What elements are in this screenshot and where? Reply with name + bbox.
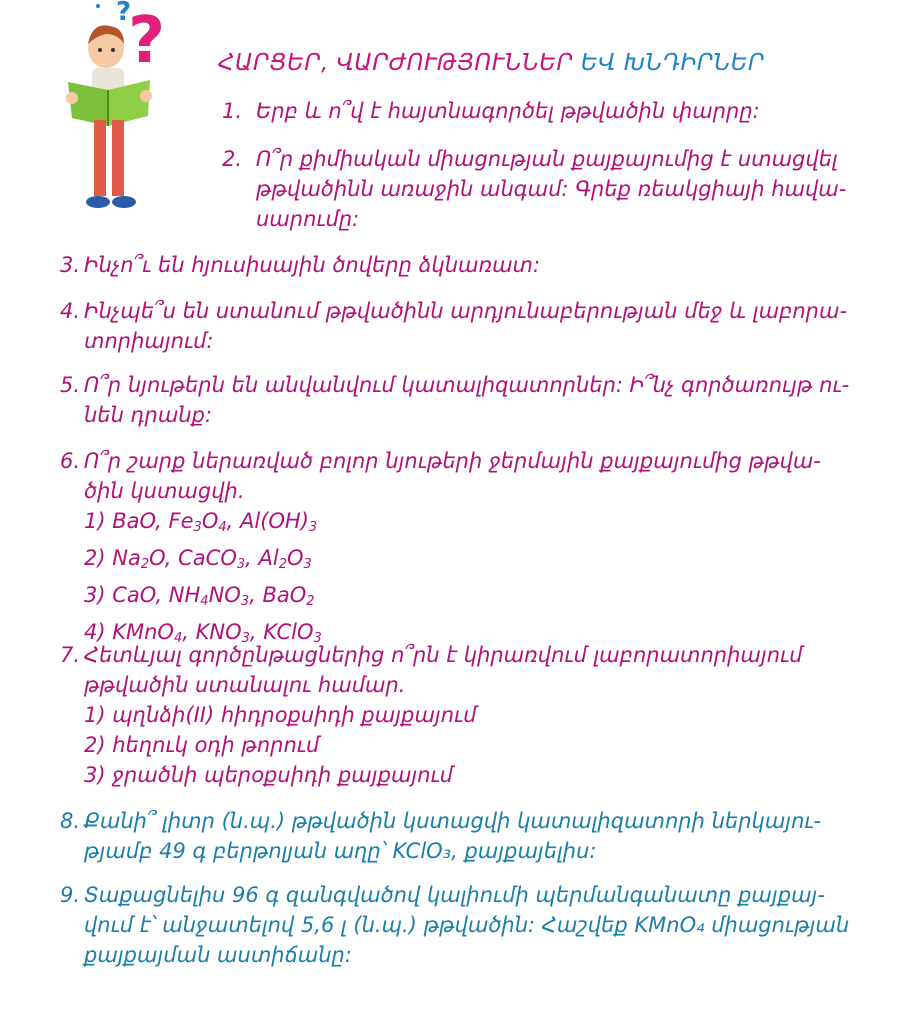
- question-line: Քանի՞ լիտր (ն.պ.) թթվածին կստացվի կատալիզատորի ներկայու-: [84, 809, 822, 833]
- title-part-main: ՀԱՐՑԵՐ, ՎԱՐԺՈՒԹՅՈՒՆՆԵՐ: [218, 50, 581, 76]
- question-line: Ո՞ր շարք ներառված բոլոր նյութերի ջերմային քայքայումից թթվա-: [84, 449, 821, 473]
- question-number: 4.: [60, 299, 81, 323]
- question-line: թթվածինն առաջին անգամ: Գրեք ռեակցիայի հավա-: [256, 177, 847, 201]
- question-line: Տաքացնելիս 96 գ զանգվածով կալիումի պերմանգանատը քայքայ-: [84, 883, 825, 907]
- question-line: Ո՞ր նյութերն են անվանվում կատալիզատորներ: Ի՞նչ գործառույթ ու-: [84, 373, 850, 397]
- question-number: 1.: [222, 99, 243, 123]
- question-number: 3.: [60, 253, 81, 277]
- question-line: տորիայում:: [84, 329, 214, 353]
- answer-option: 1) BaO, $Fe_3O_4$, $Al(OH)_3$: [84, 509, 318, 535]
- answer-options: [60, 506, 890, 654]
- question-5: [60, 370, 890, 430]
- answer-option: 3) CaO, $NH_4NO_3$, BaO$_2$: [84, 583, 315, 609]
- section-title: [218, 50, 765, 76]
- answer-option: 2) $Na_2O$, CaCO$_3$, $Al_2O_3$: [84, 546, 312, 572]
- question-7: [60, 640, 890, 790]
- answer-option: 2) հեղուկ օդի թորում: [84, 733, 320, 757]
- answer-options: [60, 700, 890, 790]
- question-number: 9.: [60, 883, 81, 907]
- question-2: [222, 144, 882, 234]
- title-part-accent: ԵՎ ԽՆԴԻՐՆԵՐ: [580, 50, 765, 76]
- question-line: նեն դրանք:: [84, 403, 213, 427]
- question-4: [60, 296, 890, 356]
- question-line: ծին կստացվի.: [84, 479, 245, 503]
- answer-option: 3) ջրածնի պերօքսիդի քայքայում: [84, 763, 453, 787]
- boy-reading-book-icon: [58, 0, 198, 215]
- question-number: 7.: [60, 643, 81, 667]
- question-line: Ինչո՞ւ են հյուսիսային ծովերը ձկնառատ:: [84, 253, 541, 277]
- big-question-mark-icon: ?: [128, 4, 166, 78]
- question-line: Ո՞ր քիմիական միացության քայքայումից է ստացվել: [256, 147, 838, 171]
- question-line: թթվածին ստանալու համար.: [84, 673, 406, 697]
- question-line: Երբ և ո՞վ է հայտնագործել թթվածին փարրը:: [256, 99, 760, 123]
- question-line: սարումը:: [256, 207, 360, 231]
- question-3: [60, 250, 880, 280]
- question-line: Հետևյալ գործընթացներից ո՞րն է կիրառվում լաբորատորիայում: [84, 643, 803, 667]
- question-line: վում է՝ անջատելով 5,6 լ (ն.պ.) թթվածին: Հաշվեք KMnO₄ միացության: [84, 913, 850, 937]
- question-number: 8.: [60, 809, 81, 833]
- question-line: Ինչպե՞ս են ստանում թթվածինն արդյունաբերության մեջ և լաբորա-: [84, 299, 848, 323]
- question-number: 5.: [60, 373, 81, 397]
- question-number: 2.: [222, 147, 243, 171]
- question-9: [60, 880, 890, 970]
- answer-option: 4) KMnO$_4$, $KNO_3$, KClO$_3$: [84, 620, 322, 646]
- question-6: [60, 446, 890, 654]
- question-1: [222, 96, 872, 126]
- answer-option: 1) պղնձի(II) հիդրօքսիդի քայքայում: [84, 703, 477, 727]
- small-question-mark-icon: ?: [116, 0, 132, 27]
- question-number: 6.: [60, 449, 81, 473]
- question-8: [60, 806, 890, 866]
- question-line: թյամբ 49 գ բերթոլյան աղը՝ KClO₃, քայքայելիս:: [84, 839, 597, 863]
- question-line: քայքայման աստիճանը:: [84, 943, 352, 967]
